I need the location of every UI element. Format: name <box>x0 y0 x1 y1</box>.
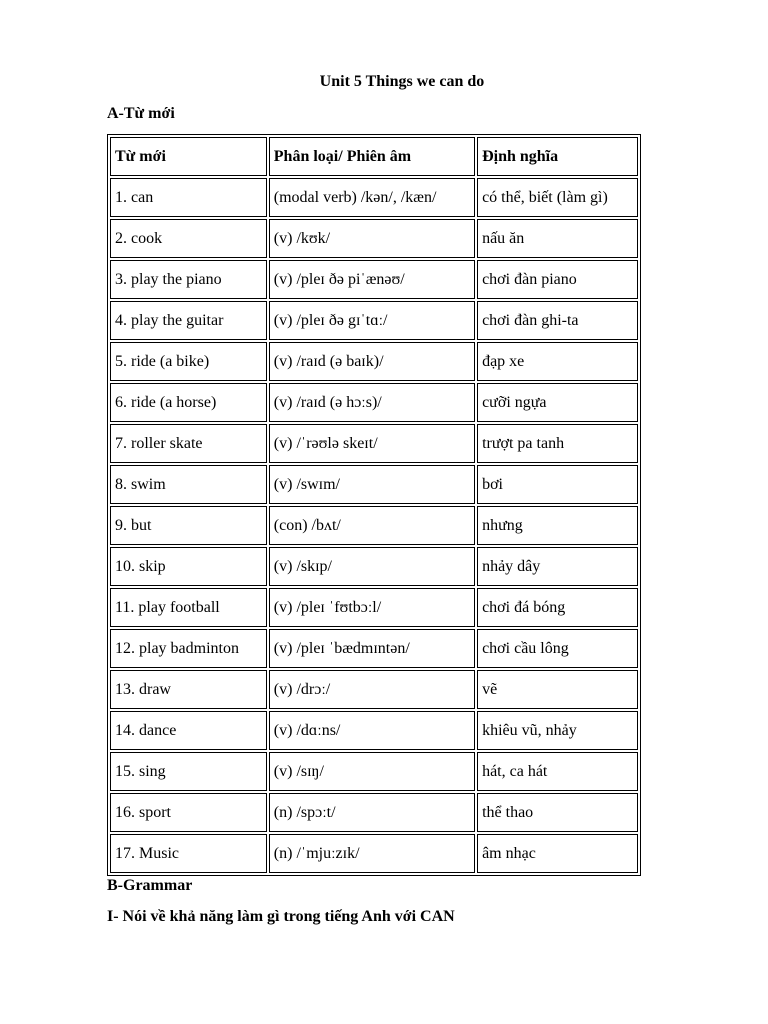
cell-definition: vẽ <box>477 670 638 709</box>
cell-type-pronunciation: (v) /sɪŋ/ <box>269 752 475 791</box>
table-row <box>110 752 638 791</box>
subsection-heading-can: I- Nói về khả năng làm gì trong tiếng Anh với CAN <box>107 908 455 925</box>
cell-definition: khiêu vũ, nhảy <box>477 711 638 750</box>
table-row <box>110 711 638 750</box>
cell-definition: đạp xe <box>477 342 638 381</box>
cell-type-pronunciation: (v) /raɪd (ə hɔːs)/ <box>269 383 475 422</box>
table-row <box>110 588 638 627</box>
cell-definition: âm nhạc <box>477 834 638 873</box>
cell-type-pronunciation: (modal verb) /kən/, /kæn/ <box>269 178 475 217</box>
table-row <box>110 219 638 258</box>
cell-definition: nấu ăn <box>477 219 638 258</box>
cell-word: 15. sing <box>110 752 267 791</box>
table-row <box>110 670 638 709</box>
cell-type-pronunciation: (n) /ˈmjuːzɪk/ <box>269 834 475 873</box>
cell-word: 7. roller skate <box>110 424 267 463</box>
cell-type-pronunciation: (v) /ˈrəʊlə skeɪt/ <box>269 424 475 463</box>
table-row <box>110 301 638 340</box>
cell-word: 11. play football <box>110 588 267 627</box>
table-row <box>110 424 638 463</box>
cell-type-pronunciation: (v) /pleɪ ðə gɪˈtɑː/ <box>269 301 475 340</box>
cell-word: 3. play the piano <box>110 260 267 299</box>
header-definition: Định nghĩa <box>477 137 638 176</box>
table-row <box>110 383 638 422</box>
cell-type-pronunciation: (v) /raɪd (ə baɪk)/ <box>269 342 475 381</box>
table-row <box>110 506 638 545</box>
header-word: Từ mới <box>110 137 267 176</box>
page-title: Unit 5 Things we can do <box>319 73 485 90</box>
table-row <box>110 178 638 217</box>
cell-definition: chơi đá bóng <box>477 588 638 627</box>
cell-word: 9. but <box>110 506 267 545</box>
cell-definition: có thể, biết (làm gì) <box>477 178 638 217</box>
cell-definition: chơi đàn ghi-ta <box>477 301 638 340</box>
cell-definition: nhưng <box>477 506 638 545</box>
cell-word: 1. can <box>110 178 267 217</box>
cell-type-pronunciation: (v) /dɑːns/ <box>269 711 475 750</box>
table-row <box>110 342 638 381</box>
cell-word: 10. skip <box>110 547 267 586</box>
cell-definition: nhảy dây <box>477 547 638 586</box>
cell-word: 4. play the guitar <box>110 301 267 340</box>
cell-definition: thể thao <box>477 793 638 832</box>
cell-definition: bơi <box>477 465 638 504</box>
cell-word: 2. cook <box>110 219 267 258</box>
table-header-row <box>110 137 638 176</box>
cell-definition: hát, ca hát <box>477 752 638 791</box>
cell-type-pronunciation: (v) /kʊk/ <box>269 219 475 258</box>
cell-type-pronunciation: (v) /pleɪ ðə piˈænəʊ/ <box>269 260 475 299</box>
cell-word: 12. play badminton <box>110 629 267 668</box>
vocabulary-table <box>107 134 641 876</box>
cell-word: 14. dance <box>110 711 267 750</box>
cell-definition: trượt pa tanh <box>477 424 638 463</box>
header-type-pronunciation: Phân loại/ Phiên âm <box>269 137 475 176</box>
table-row <box>110 465 638 504</box>
cell-word: 16. sport <box>110 793 267 832</box>
cell-word: 17. Music <box>110 834 267 873</box>
table-row <box>110 793 638 832</box>
cell-definition: chơi đàn piano <box>477 260 638 299</box>
cell-type-pronunciation: (v) /skɪp/ <box>269 547 475 586</box>
cell-word: 6. ride (a horse) <box>110 383 267 422</box>
table-row <box>110 629 638 668</box>
cell-type-pronunciation: (n) /spɔːt/ <box>269 793 475 832</box>
cell-word: 5. ride (a bike) <box>110 342 267 381</box>
cell-word: 8. swim <box>110 465 267 504</box>
cell-word: 13. draw <box>110 670 267 709</box>
table-row <box>110 547 638 586</box>
cell-type-pronunciation: (v) /pleɪ ˈbædmɪntən/ <box>269 629 475 668</box>
cell-type-pronunciation: (v) /pleɪ ˈfʊtbɔːl/ <box>269 588 475 627</box>
section-heading-vocabulary: A-Từ mới <box>107 105 175 122</box>
cell-type-pronunciation: (v) /swɪm/ <box>269 465 475 504</box>
cell-definition: cưỡi ngựa <box>477 383 638 422</box>
cell-type-pronunciation: (v) /drɔː/ <box>269 670 475 709</box>
table-row <box>110 260 638 299</box>
section-heading-grammar: B-Grammar <box>107 877 193 894</box>
cell-definition: chơi cầu lông <box>477 629 638 668</box>
table-row <box>110 834 638 873</box>
cell-type-pronunciation: (con) /bʌt/ <box>269 506 475 545</box>
